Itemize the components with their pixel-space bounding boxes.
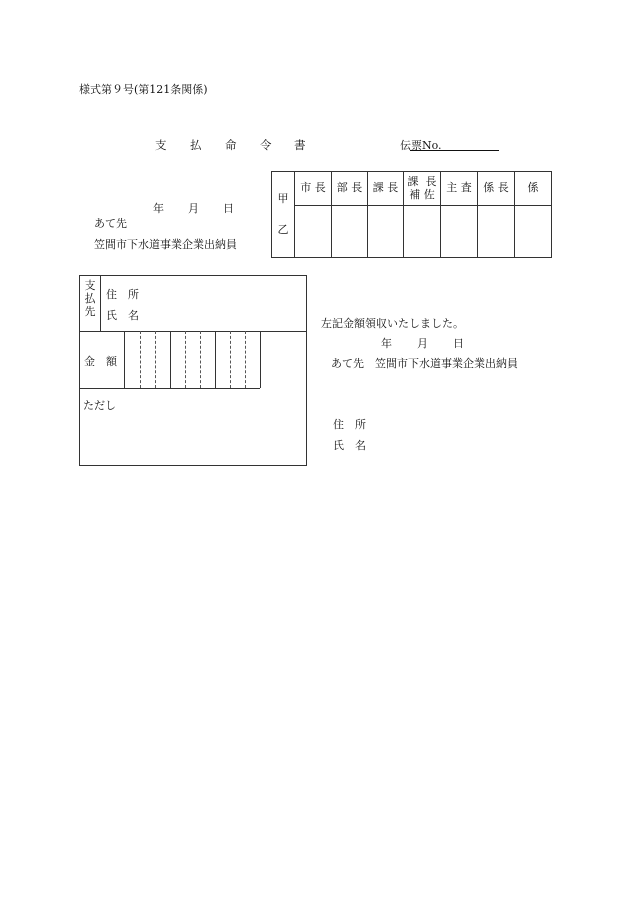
stamp-cell[interactable] (368, 206, 404, 258)
payee-heading: 支 払 先 (80, 276, 101, 331)
otsu-label: 乙 (277, 222, 289, 236)
receipt-date-month: 月 (417, 337, 428, 350)
slip-number-underline (410, 150, 499, 151)
date-month: 月 (188, 202, 199, 215)
digit-separator (230, 331, 231, 388)
stamp-cell[interactable] (295, 206, 332, 258)
proviso-label: ただし (83, 399, 116, 412)
amount-end-separator (260, 331, 261, 388)
receipt-statement: 左記金額領収いたしました。 (321, 317, 464, 330)
kou-otsu-cell (272, 172, 295, 258)
digit-separator (245, 331, 246, 388)
header-assistant-chief: 課 長 補 佐 (404, 172, 441, 206)
divider (80, 388, 260, 389)
amount-divider (124, 331, 125, 388)
addressee-name: 笠間市下水道事業企業出納員 (94, 238, 237, 251)
digit-separator (200, 331, 201, 388)
stamp-cell[interactable] (404, 206, 441, 258)
slip-number-label: 伝票No. (400, 139, 442, 152)
header-section-chief: 課 長 (368, 172, 404, 206)
payee-name-label: 氏 名 (106, 309, 139, 322)
title-char-1: 支 (155, 138, 167, 152)
title-char-5: 書 (294, 138, 306, 152)
receipt-date-day: 日 (453, 337, 464, 350)
form-number-label: 様式第９号(第121条関係) (79, 83, 208, 96)
date-year: 年 (153, 202, 164, 215)
receipt-address-label: 住 所 (333, 418, 366, 431)
receipt-date-year: 年 (381, 337, 392, 350)
addressee-to-label: あて先 (94, 217, 127, 230)
payee-address-label: 住 所 (106, 288, 139, 301)
digit-separator (155, 331, 156, 388)
digit-separator (185, 331, 186, 388)
title-char-4: 令 (260, 138, 272, 152)
header-unit-chief: 係 長 (478, 172, 515, 206)
kou-label: 甲 (277, 192, 289, 206)
header-mayor: 市 長 (295, 172, 332, 206)
stamp-cell[interactable] (478, 206, 515, 258)
stamp-cell[interactable] (332, 206, 368, 258)
header-director: 部 長 (332, 172, 368, 206)
payee-box (79, 275, 307, 466)
stamp-cell[interactable] (515, 206, 552, 258)
receipt-name-label: 氏 名 (333, 439, 366, 452)
header-chief-examiner: 主 査 (441, 172, 478, 206)
receipt-addressee: あて先 笠間市下水道事業企業出納員 (331, 357, 518, 370)
approval-stamp-table (271, 171, 552, 258)
thousands-separator (215, 331, 216, 388)
amount-label: 金 額 (84, 355, 117, 368)
date-day: 日 (223, 202, 234, 215)
header-staff: 係 (515, 172, 552, 206)
digit-separator (140, 331, 141, 388)
title-char-2: 払 (190, 138, 202, 152)
stamp-cell[interactable] (441, 206, 478, 258)
thousands-separator (170, 331, 171, 388)
divider (80, 331, 306, 332)
title-char-3: 命 (225, 138, 237, 152)
